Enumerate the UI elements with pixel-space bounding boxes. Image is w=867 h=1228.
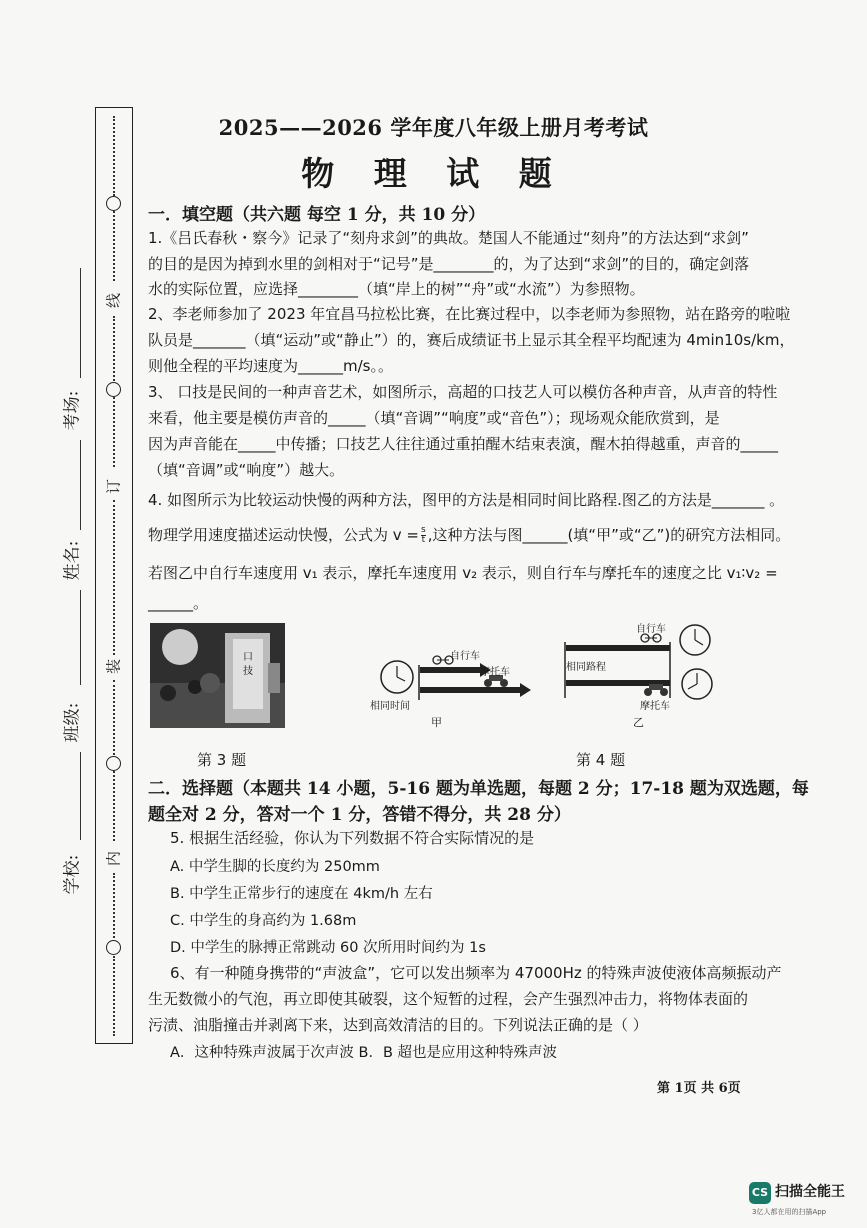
q1-line2: 的目的是因为掉到水里的剑相对于“记号”是________的，为了达到“求剑”的目的，确定剑落	[148, 255, 750, 273]
section1-heading: 一．填空题（共六题 每空 1 分，共 10 分）	[148, 205, 486, 225]
q1-line3: 水的实际位置，应选择________（填“岸上的树”“舟”或“水流”）为参照物。	[148, 280, 645, 298]
q3-line3: 因为声音能在_____中传播；口技艺人往往通过重拍醒木结束表演，醒木拍得越重，声音的_____	[148, 435, 779, 453]
q4-formula-lead: 物理学用速度描述运动快慢，公式为 v =	[148, 526, 419, 544]
fig3-caption: 第 3 题	[197, 751, 247, 769]
q3-line1: 3、 口技是民间的一种声音艺术，如图所示，高超的口技艺人可以模仿各种声音，从声音的特性	[148, 383, 778, 401]
class-label: 班级:	[62, 702, 83, 743]
room-field[interactable]	[80, 268, 81, 378]
q4-line4: ______。	[148, 594, 209, 612]
cut-line-dots	[113, 873, 115, 938]
fig4-yi-label: 乙	[633, 716, 644, 729]
q3-line4: （填“音调”或“响度”）越大。	[148, 461, 345, 479]
fig4-same-path-label: 相同路程	[566, 662, 606, 673]
q6-options-ab[interactable]: A．这种特殊声波属于次声波 B．B 超也是应用这种特殊声波	[170, 1045, 558, 1061]
fig4-jia-moto-label: 摩托车	[480, 667, 510, 678]
binding-hole	[106, 940, 121, 955]
fig3-sign-text: 口 技	[243, 652, 253, 677]
fig4-jia-bike-label: 自行车	[450, 651, 480, 662]
fig3-photo	[150, 623, 285, 728]
q2-line2: 队员是_______（填“运动”或“静止”）的，赛后成绩证书上显示其全程平均配速为 4min10s/km，	[148, 331, 795, 349]
camscanner-logo-icon: CS	[749, 1182, 771, 1204]
q6-line1: 6、有一种随身携带的“声波盒”，它可以发出频率为 47000Hz 的特殊声波使液体高频振动产	[170, 964, 782, 982]
school-field[interactable]	[80, 752, 81, 840]
cut-line-dots	[113, 397, 115, 467]
camscanner-tagline: 3亿人都在用的扫描App	[752, 1208, 827, 1216]
section2-heading-line1: 二．选择题（本题共 14 小题，5-16 题为单选题，每题 2 分；17-18 题为双选题，每	[148, 779, 809, 799]
fraction-numerator: s	[420, 525, 426, 535]
binding-hole	[106, 756, 121, 771]
cut-line-dots	[113, 500, 115, 655]
binding-mark-zhuang: 装	[104, 659, 123, 675]
q4-line2	[148, 524, 790, 545]
binding-margin	[95, 107, 133, 1044]
fig4-yi-moto-label: 摩托车	[640, 701, 670, 712]
fig4-same-time-label: 相同时间	[370, 701, 410, 712]
q5-option-d[interactable]: D. 中学生的脉搏正常跳动 60 次所用时间约为 1s	[170, 940, 486, 956]
subject-title: 物 理 试 题	[301, 154, 566, 193]
cut-line-dots	[113, 771, 115, 841]
q2-line1: 2、李老师参加了 2023 年宜昌马拉松比赛，在比赛过程中，以李老师为参照物，站在路旁的啦啦	[148, 305, 791, 323]
room-label: 考场:	[62, 390, 83, 431]
fig3-illustration	[150, 623, 285, 728]
page-number: 第 1页 共 6页	[657, 1081, 741, 1096]
fraction-denominator: t	[421, 535, 426, 545]
q6-line3: 污渍、油脂撞击并剥离下来，达到高效清洁的目的。下列说法正确的是（ ）	[148, 1016, 648, 1034]
speed-fraction	[421, 526, 426, 545]
name-label: 姓名:	[62, 540, 83, 581]
q1-line1: 1.《吕氏春秋・察今》记录了“刻舟求剑”的典故。楚国人不能通过“刻舟”的方法达到“求剑”	[148, 229, 749, 247]
q5-option-a[interactable]: A. 中学生脚的长度约为 250mm	[170, 859, 380, 875]
binding-hole	[106, 196, 121, 211]
binding-hole	[106, 382, 121, 397]
fig4-yi-bike-label: 自行车	[636, 624, 666, 635]
q5-stem: 5. 根据生活经验，你认为下列数据不符合实际情况的是	[170, 829, 535, 847]
q5-option-c[interactable]: C. 中学生的身高约为 1.68m	[170, 913, 357, 929]
class-field[interactable]	[80, 590, 81, 685]
exam-title: 2025——2026 学年度八年级上册月考考试	[218, 115, 649, 140]
fig4-jia-label: 甲	[431, 716, 442, 729]
binding-mark-nei: 内	[104, 851, 123, 867]
q2-line3: 则他全程的平均速度为______m/s。。	[148, 357, 393, 375]
binding-mark-xian: 线	[104, 293, 123, 309]
binding-mark-ding: 订	[104, 479, 123, 495]
camscanner-name: 扫描全能王	[775, 1184, 845, 1200]
cut-line-dots	[113, 956, 115, 1036]
q4-formula-tail: ,这种方法与图______(填“甲”或“乙”)的研究方法相同。	[427, 526, 791, 544]
cut-line-dots	[113, 211, 115, 281]
section2-heading-line2: 题全对 2 分，答对一个 1 分，答错不得分，共 28 分）	[148, 805, 571, 825]
school-label: 学校:	[62, 854, 83, 895]
cut-line-dots	[113, 680, 115, 755]
cut-line-dots	[113, 316, 115, 381]
q4-line1: 4. 如图所示为比较运动快慢的两种方法，图甲的方法是相同时间比路程.图乙的方法是_______ 。	[148, 491, 785, 509]
q6-line2: 生无数微小的气泡，再立即使其破裂，这个短暂的过程，会产生强烈冲击力，将物体表面的	[148, 990, 749, 1008]
q5-option-b[interactable]: B. 中学生正常步行的速度在 4km/h 左右	[170, 886, 433, 902]
q4-line3: 若图乙中自行车速度用 v₁ 表示，摩托车速度用 v₂ 表示，则自行车与摩托车的速度之比 v₁∶v₂ =	[148, 564, 778, 582]
q3-line2: 来看，他主要是模仿声音的_____（填“音调”“响度”或“音色”）；现场观众能欣赏到，是	[148, 409, 720, 427]
name-field[interactable]	[80, 440, 81, 530]
fig4-caption: 第 4 题	[576, 751, 626, 769]
